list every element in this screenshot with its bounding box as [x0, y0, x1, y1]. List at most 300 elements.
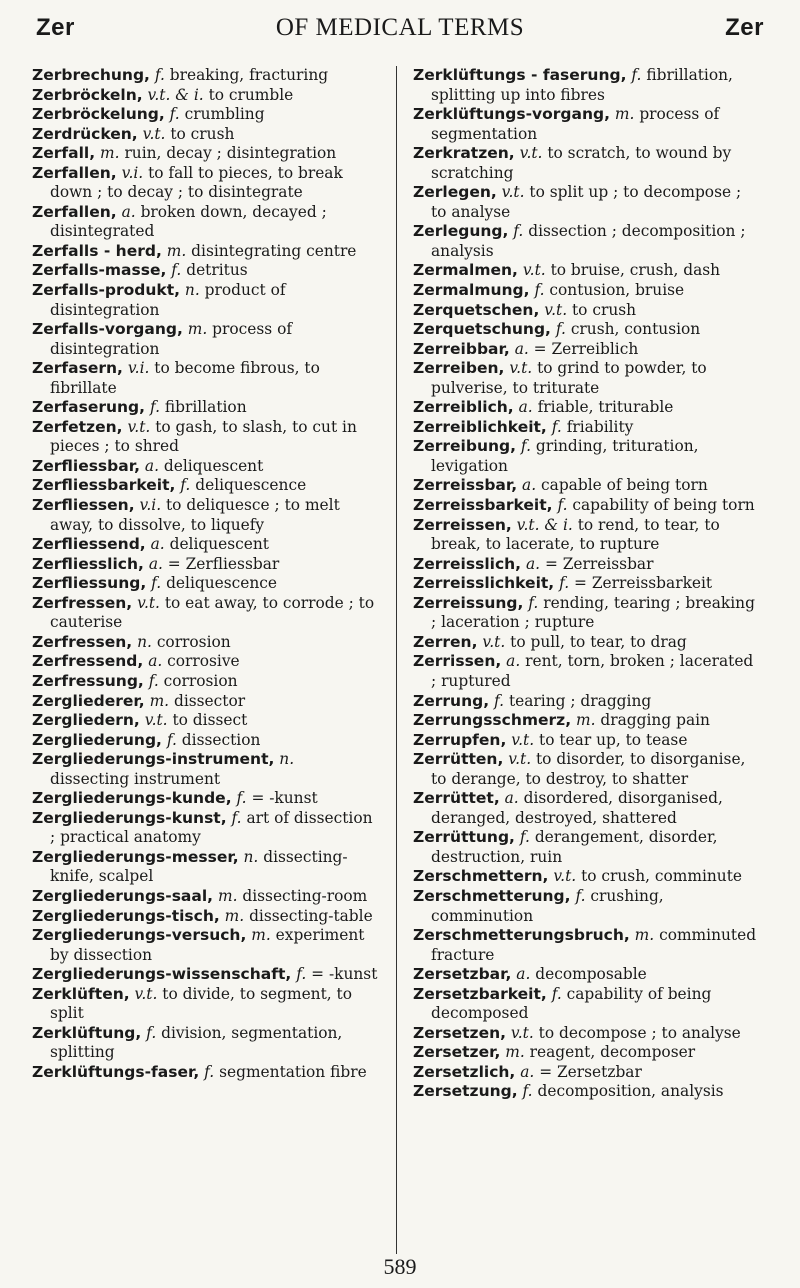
entry-definition: = Zerreiblich [533, 339, 639, 358]
entry-definition: tearing ; dragging [508, 691, 652, 710]
entry-grammar: a. [522, 476, 537, 495]
entry-grammar: m. [224, 906, 245, 925]
entry-grammar: a. [121, 202, 136, 221]
entry-definition: dissector [173, 691, 246, 710]
entry-grammar: v.t. [137, 593, 160, 612]
dictionary-entry [32, 359, 378, 398]
entry-definition: to scratch, to wound by scratching [431, 144, 732, 182]
entry-grammar: m. [614, 105, 635, 124]
entry-headword: Zergliederungs-wissenschaft, [32, 965, 292, 984]
entry-grammar: f. [296, 965, 307, 984]
entry-grammar: v.t. [511, 730, 535, 749]
entry-grammar: v.t. & i. [147, 85, 204, 104]
dictionary-entry [32, 692, 378, 712]
dictionary-entry [32, 86, 378, 106]
entry-definition: reagent, decomposer [529, 1043, 696, 1062]
entry-headword: Zerreissung, [413, 593, 524, 612]
dictionary-entry [413, 398, 759, 418]
entry-headword: Zersetzbarkeit, [413, 984, 547, 1003]
entry-definition: corrosion [156, 632, 231, 651]
entry-grammar: f. [154, 66, 165, 84]
entry-headword: Zerrung, [413, 691, 490, 710]
entry-headword: Zerfasern, [32, 359, 123, 378]
dictionary-entry [413, 66, 759, 105]
entry-definition: detritus [186, 261, 248, 280]
entry-grammar: f. [631, 66, 642, 84]
entry-definition: corrosive [167, 652, 240, 671]
entry-grammar: m. [217, 886, 238, 905]
entry-definition: deliquescence [195, 476, 307, 495]
entry-headword: Zerfliessbar, [32, 456, 140, 475]
entry-headword: Zerreisslich, [413, 554, 522, 573]
entry-headword: Zermalmung, [413, 281, 530, 300]
entry-headword: Zerrüttung, [413, 828, 515, 847]
entry-definition: to deliquesce ; to melt away, to dissolve, to liquefy [50, 496, 340, 534]
entry-definition: to crumble [208, 85, 294, 104]
entry-headword: Zergliederungs-tisch, [32, 906, 220, 925]
dictionary-entry [413, 985, 759, 1024]
dictionary-entry [413, 516, 759, 555]
dictionary-entry [32, 672, 378, 692]
entry-headword: Zerdrücken, [32, 124, 138, 143]
entry-headword: Zerfliessung, [32, 574, 147, 593]
entry-headword: Zergliedern, [32, 711, 140, 730]
entry-grammar: a. [148, 652, 163, 671]
entry-grammar: v.t. [519, 144, 543, 163]
entry-definition: decomposable [535, 965, 647, 984]
entry-grammar: a. [504, 789, 519, 808]
entry-grammar: f. [166, 730, 177, 749]
dictionary-entry [413, 183, 759, 222]
dictionary-entry [32, 789, 378, 809]
dictionary-entry [413, 750, 759, 789]
dictionary-entry [32, 555, 378, 575]
entry-definition: corrosion [163, 671, 238, 690]
entry-grammar: a. [514, 339, 529, 358]
entry-headword: Zerfallen, [32, 202, 117, 221]
entry-grammar: a. [525, 554, 541, 573]
entry-definition: friable, triturable [537, 398, 674, 417]
entry-grammar: v.t. [142, 124, 166, 143]
dictionary-entry [32, 731, 378, 751]
entry-headword: Zerrungsschmerz, [413, 711, 572, 730]
dictionary-entry [413, 281, 759, 301]
header-title: OF MEDICAL TERMS [275, 14, 525, 41]
entry-headword: Zerrüttet, [413, 789, 500, 808]
entry-grammar: v.t. [544, 300, 568, 319]
entry-headword: Zerfalls - herd, [32, 241, 162, 260]
entry-grammar: m. [100, 144, 120, 163]
entry-definition: comminuted fracture [431, 926, 757, 964]
dictionary-entry [413, 711, 759, 731]
dictionary-entry [32, 652, 378, 672]
entry-headword: Zerrissen, [413, 652, 502, 671]
dictionary-entry [413, 1043, 759, 1063]
entry-definition: derangement, disorder, destruction, ruin [431, 828, 718, 866]
entry-grammar: a. [148, 554, 163, 573]
entry-grammar: v.t. [509, 359, 533, 378]
entry-grammar: f. [520, 437, 531, 456]
dictionary-entry [413, 828, 759, 867]
entry-headword: Zerkratzen, [413, 144, 515, 163]
entry-grammar: f. [559, 574, 570, 593]
entry-headword: Zergliederungs-versuch, [32, 926, 247, 945]
header-left-guideword: Zer [36, 14, 75, 41]
entry-headword: Zerquetschen, [413, 300, 540, 319]
entry-grammar: v.t. [127, 417, 151, 436]
dictionary-entry [413, 555, 759, 575]
entry-definition: dissecting-knife, scalpel [50, 847, 348, 886]
right-column [413, 66, 759, 1102]
dictionary-entry [32, 985, 378, 1024]
dictionary-entry [413, 301, 759, 321]
dictionary-entry [32, 750, 378, 789]
entry-definition: ruin, decay ; disintegration [124, 144, 337, 163]
entry-headword: Zerklüften, [32, 984, 130, 1003]
dictionary-entry [32, 105, 378, 125]
dictionary-entry [413, 887, 759, 926]
entry-grammar: v.t. & i. [516, 515, 573, 534]
entry-grammar: v.i. [121, 163, 144, 182]
dictionary-entry [413, 1063, 759, 1083]
entry-headword: Zerfliessend, [32, 535, 146, 554]
entry-definition: = Zersetzbar [539, 1062, 642, 1081]
dictionary-entry [413, 692, 759, 712]
entry-headword: Zerfliessen, [32, 496, 135, 515]
dictionary-entry [413, 965, 759, 985]
dictionary-entry [32, 965, 378, 985]
entry-headword: Zergliederungs-saal, [32, 886, 214, 905]
dictionary-entry [413, 867, 759, 887]
entry-definition: deliquescent [163, 456, 264, 475]
entry-headword: Zerfall, [32, 144, 96, 163]
dictionary-entry [32, 418, 378, 457]
entry-definition: dragging pain [600, 711, 710, 730]
entry-grammar: n. [184, 281, 200, 300]
header-right-guideword: Zer [725, 14, 764, 41]
entry-definition: dissection ; decomposition ; analysis [431, 222, 746, 260]
entry-definition: experiment by dissection [50, 926, 365, 964]
entry-headword: Zergliederungs-messer, [32, 847, 239, 866]
dictionary-entry [32, 1024, 378, 1063]
entry-definition: to dissect [172, 711, 248, 730]
page-number: 589 [383, 1254, 417, 1279]
dictionary-entry [413, 652, 759, 691]
dictionary-entry [32, 926, 378, 965]
entry-definition: process of disintegration [50, 320, 293, 358]
entry-grammar: f. [513, 222, 524, 241]
dictionary-entry [32, 457, 378, 477]
dictionary-entry [32, 496, 378, 535]
dictionary-entry [413, 105, 759, 144]
dictionary-entry [413, 261, 759, 281]
entry-headword: Zerreiblich, [413, 398, 514, 417]
entry-headword: Zersetzung, [413, 1082, 518, 1101]
dictionary-entry [32, 907, 378, 927]
entry-definition: rending, tearing ; breaking ; laceration ; rupture [431, 593, 755, 632]
entry-grammar: f. [551, 984, 562, 1003]
entry-headword: Zersetzen, [413, 1023, 506, 1042]
entry-definition: = Zerreissbar [544, 554, 654, 573]
entry-definition: deliquescent [169, 535, 269, 554]
dictionary-entry [32, 164, 378, 203]
entry-definition: = -kunst [311, 965, 378, 984]
entry-definition: dissecting-room [242, 886, 368, 905]
dictionary-entry [413, 222, 759, 261]
entry-definition: grinding, trituration, levigation [431, 437, 699, 475]
entry-grammar: m. [251, 926, 271, 945]
entry-definition: disintegrating centre [191, 241, 357, 260]
dictionary-entry [413, 1024, 759, 1044]
entry-headword: Zerfressen, [32, 632, 133, 651]
entry-headword: Zersetzbar, [413, 965, 512, 984]
entry-definition: fibrillation, splitting up into fibres [431, 66, 733, 104]
dictionary-entry [413, 340, 759, 360]
entry-grammar: v.t. [510, 1023, 534, 1042]
entry-grammar: m. [634, 926, 655, 945]
entry-headword: Zerlegen, [413, 183, 497, 202]
entry-grammar: a. [506, 652, 521, 671]
entry-definition: disordered, disorganised, deranged, destroyed, shattered [431, 789, 723, 827]
entry-grammar: f. [555, 320, 566, 339]
entry-headword: Zerklüftungs-vorgang, [413, 105, 610, 124]
entry-headword: Zerfalls-produkt, [32, 281, 181, 300]
entry-headword: Zerreiblichkeit, [413, 417, 547, 436]
entry-headword: Zerbrechung, [32, 66, 150, 84]
dictionary-entry [413, 418, 759, 438]
entry-headword: Zerklüftung, [32, 1023, 142, 1042]
entry-grammar: f. [236, 789, 247, 808]
entry-definition: to become fibrous, to fibrillate [50, 359, 320, 397]
entry-grammar: f. [204, 1062, 215, 1081]
dictionary-entry [32, 261, 378, 281]
dictionary-entry [32, 711, 378, 731]
entry-grammar: v.t. [501, 183, 525, 202]
left-column [32, 66, 378, 1082]
dictionary-entry [413, 1082, 759, 1102]
entry-definition: to decompose ; to analyse [538, 1023, 741, 1042]
entry-headword: Zerfaserung, [32, 398, 146, 417]
entry-definition: product of disintegration [50, 281, 286, 319]
entry-definition: to crush [170, 124, 235, 143]
dictionary-entry [32, 66, 378, 86]
dictionary-entry [32, 125, 378, 145]
entry-headword: Zersetzlich, [413, 1062, 516, 1081]
entry-definition: fibrillation [164, 398, 247, 417]
entry-grammar: f. [231, 808, 242, 827]
entry-headword: Zerreissbarkeit, [413, 496, 553, 515]
entry-grammar: v.t. [144, 711, 168, 730]
entry-headword: Zerfliesslich, [32, 554, 144, 573]
entry-definition: decomposition, analysis [537, 1082, 724, 1101]
entry-definition: to split up ; to decompose ; to analyse [431, 183, 742, 221]
entry-grammar: f. [534, 281, 545, 300]
dictionary-entry [32, 476, 378, 496]
entry-definition: = -kunst [251, 789, 318, 808]
dictionary-entry [413, 731, 759, 751]
dictionary-entry [413, 789, 759, 828]
dictionary-entry [32, 398, 378, 418]
entry-grammar: v.t. [482, 632, 506, 651]
dictionary-entry [413, 476, 759, 496]
entry-grammar: n. [137, 632, 152, 651]
entry-headword: Zermalmen, [413, 261, 518, 280]
entry-headword: Zerfliessbarkeit, [32, 476, 176, 495]
dictionary-entry [32, 633, 378, 653]
entry-grammar: f. [575, 886, 586, 905]
entry-headword: Zerreibbar, [413, 339, 510, 358]
entry-definition: to rend, to tear, to break, to lacerate, to rupture [431, 515, 720, 554]
dictionary-entry [32, 535, 378, 555]
entry-grammar: m. [187, 320, 208, 339]
entry-grammar: m. [505, 1043, 525, 1062]
dictionary-entry [413, 574, 759, 594]
entry-headword: Zerbröckelung, [32, 105, 165, 124]
entry-definition: segmentation fibre [219, 1062, 367, 1081]
dictionary-entry [32, 809, 378, 848]
entry-grammar: f. [148, 671, 159, 690]
entry-definition: = Zerfliessbar [167, 554, 280, 573]
entry-definition: process of segmentation [431, 105, 720, 143]
entry-headword: Zerfalls-masse, [32, 261, 167, 280]
entry-grammar: f. [519, 828, 530, 847]
entry-grammar: v.t. [508, 750, 532, 769]
entry-definition: rent, torn, broken ; lacerated ; ruptured [431, 652, 754, 690]
dictionary-entry [413, 437, 759, 476]
entry-grammar: f. [151, 574, 162, 593]
entry-headword: Zerfressung, [32, 671, 144, 690]
entry-definition: capability of being decomposed [431, 984, 712, 1023]
entry-definition: dissecting-table [249, 906, 373, 925]
entry-definition: crushing, comminution [431, 886, 664, 925]
entry-definition: to bruise, crush, dash [550, 261, 721, 280]
entry-headword: Zerklüftungs-faser, [32, 1062, 200, 1081]
entry-definition: art of dissection ; practical anatomy [50, 808, 373, 847]
entry-definition: dissection [181, 730, 261, 749]
dictionary-entry [32, 574, 378, 594]
entry-grammar: f. [522, 1082, 533, 1101]
entry-grammar: a. [144, 456, 159, 475]
entry-headword: Zerrupfen, [413, 730, 507, 749]
dictionary-entry [413, 496, 759, 516]
entry-definition: to tear up, to tease [539, 730, 688, 749]
entry-headword: Zerklüftungs - faserung, [413, 66, 627, 84]
entry-grammar: v.i. [139, 496, 162, 515]
entry-headword: Zergliederungs-kunde, [32, 789, 232, 808]
entry-definition: dissecting instrument [50, 769, 221, 788]
entry-grammar: n. [243, 847, 259, 866]
entry-definition: to pull, to tear, to drag [510, 632, 687, 651]
entry-grammar: f. [169, 105, 180, 124]
entry-grammar: a. [516, 965, 531, 984]
dictionary-entry [32, 320, 378, 359]
entry-grammar: n. [279, 750, 295, 769]
entry-definition: to divide, to segment, to split [50, 984, 353, 1023]
entry-definition: to crush, comminute [581, 867, 743, 886]
dictionary-entry [413, 320, 759, 340]
entry-headword: Zerfressen, [32, 593, 133, 612]
running-header [36, 14, 764, 54]
entry-headword: Zergliederungs-kunst, [32, 808, 227, 827]
entry-headword: Zerrütten, [413, 750, 504, 769]
dictionary-entry [413, 359, 759, 398]
entry-headword: Zerreisslichkeit, [413, 574, 555, 593]
entry-headword: Zerfalls-vorgang, [32, 320, 183, 339]
entry-grammar: v.t. [553, 867, 577, 886]
dictionary-entry [413, 926, 759, 965]
entry-headword: Zerren, [413, 632, 478, 651]
entry-headword: Zerquetschung, [413, 320, 551, 339]
entry-grammar: f. [171, 261, 182, 280]
entry-headword: Zerreissbar, [413, 476, 518, 495]
entry-definition: to gash, to slash, to cut in pieces ; to shred [50, 417, 357, 456]
entry-headword: Zergliederer, [32, 691, 145, 710]
entry-headword: Zerfallen, [32, 163, 117, 182]
entry-grammar: f. [146, 1023, 157, 1042]
entry-definition: to grind to powder, to pulverise, to triturate [431, 359, 707, 397]
entry-grammar: v.t. [522, 261, 546, 280]
entry-headword: Zerschmettern, [413, 867, 549, 886]
dictionary-entry [32, 1063, 378, 1083]
entry-grammar: m. [149, 691, 170, 710]
entry-grammar: f. [149, 398, 160, 417]
entry-headword: Zerreibung, [413, 437, 517, 456]
entry-grammar: f. [180, 476, 191, 495]
entry-definition: capable of being torn [541, 476, 708, 495]
entry-headword: Zerreissen, [413, 515, 512, 534]
entry-grammar: a. [150, 535, 165, 554]
entry-grammar: a. [518, 398, 533, 417]
entry-definition: contusion, bruise [549, 281, 685, 300]
entry-grammar: m. [166, 241, 187, 260]
entry-definition: to eat away, to corrode ; to cauterise [50, 593, 375, 632]
entry-definition: to fall to pieces, to break down ; to decay ; to disintegrate [50, 163, 343, 202]
dictionary-entry [32, 887, 378, 907]
entry-definition: to disorder, to disorganise, to derange, to destroy, to shatter [431, 750, 746, 788]
dictionary-entry [32, 594, 378, 633]
entry-definition: crumbling [184, 105, 265, 124]
entry-definition: crush, contusion [570, 320, 701, 339]
dictionary-entry [32, 281, 378, 320]
entry-definition: broken down, decayed ; disintegrated [50, 202, 327, 241]
entry-definition: friability [566, 417, 634, 436]
entry-headword: Zergliederungs-instrument, [32, 750, 275, 769]
entry-grammar: a. [520, 1062, 535, 1081]
entry-grammar: v.i. [127, 359, 150, 378]
entry-grammar: f. [557, 496, 568, 515]
column-divider [396, 66, 397, 1254]
entry-grammar: f. [551, 417, 562, 436]
entry-grammar: f. [528, 593, 539, 612]
dictionary-entry [32, 203, 378, 242]
dictionary-entry [413, 144, 759, 183]
dictionary-entry [32, 144, 378, 164]
entry-headword: Zerschmetterungsbruch, [413, 926, 630, 945]
entry-definition: division, segmentation, splitting [50, 1023, 343, 1062]
entry-headword: Zerbröckeln, [32, 85, 143, 104]
entry-definition: capability of being torn [572, 496, 755, 515]
entry-grammar: v.t. [134, 984, 158, 1003]
entry-headword: Zerschmetterung, [413, 886, 571, 905]
dictionary-entry [413, 633, 759, 653]
entry-headword: Zerreiben, [413, 359, 505, 378]
entry-definition: = Zerreissbarkeit [574, 574, 713, 593]
entry-grammar: m. [576, 711, 596, 730]
entry-definition: breaking, fracturing [169, 66, 329, 84]
entry-headword: Zerfetzen, [32, 417, 123, 436]
dictionary-entry [413, 594, 759, 633]
entry-definition: deliquescence [166, 574, 278, 593]
